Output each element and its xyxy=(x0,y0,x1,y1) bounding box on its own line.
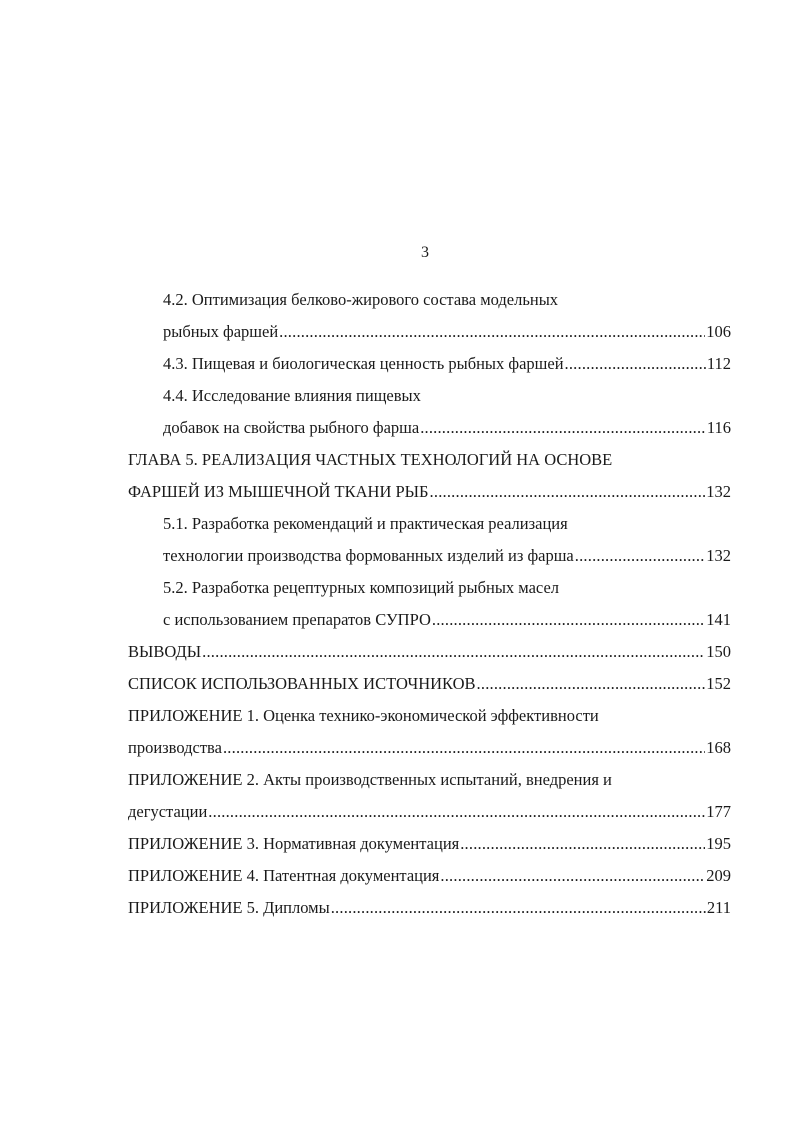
toc-entry-5-1-line1: 5.1. Разработка рекомендаций и практическая реализация xyxy=(163,514,568,533)
toc-page-number: 168 xyxy=(706,738,731,757)
page-number: 3 xyxy=(421,244,429,261)
toc-entry-5-2 xyxy=(163,609,731,631)
toc-appendix-3 xyxy=(128,833,731,855)
toc-page-number: 132 xyxy=(706,482,731,501)
toc-appendix-1-line1: ПРИЛОЖЕНИЕ 1. Оценка технико-экономической эффективности xyxy=(128,706,599,725)
toc-entry-text: ПРИЛОЖЕНИЕ 5. Дипломы xyxy=(128,898,330,917)
dot-leader xyxy=(420,417,706,439)
toc-page-number: 211 xyxy=(706,898,731,917)
toc-page-number: 177 xyxy=(706,802,731,821)
toc-appendix-2 xyxy=(128,801,731,823)
toc-page-number: 106 xyxy=(706,322,731,341)
toc-entry-text: добавок на свойства рыбного фарша xyxy=(163,418,420,437)
toc-conclusions xyxy=(128,641,731,663)
toc-references xyxy=(128,673,731,695)
toc-entry-text: ФАРШЕЙ ИЗ МЫШЕЧНОЙ ТКАНИ РЫБ xyxy=(128,482,429,501)
dot-leader xyxy=(331,897,706,919)
toc-chapter-5 xyxy=(128,481,731,503)
toc-entry-text: с использованием препаратов СУПРО xyxy=(163,610,431,629)
toc-page-number: 141 xyxy=(706,610,731,629)
toc-entry-5-2-line1: 5.2. Разработка рецептурных композиций рыбных масел xyxy=(163,578,560,597)
toc-entry-4-4 xyxy=(163,417,731,439)
toc-entry-text: рыбных фаршей xyxy=(163,322,279,341)
toc-entry-4-3 xyxy=(163,353,731,375)
dot-leader xyxy=(279,321,705,343)
dot-leader xyxy=(575,545,705,567)
toc-appendix-1 xyxy=(128,737,731,759)
dot-leader xyxy=(460,833,705,855)
toc-page-number: 209 xyxy=(706,866,731,885)
dot-leader xyxy=(208,801,705,823)
toc-entry-text: 4.3. Пищевая и биологическая ценность рыбных фаршей xyxy=(163,354,564,373)
toc-entry-5-1 xyxy=(163,545,731,567)
toc-entry-text: ПРИЛОЖЕНИЕ 3. Нормативная документация xyxy=(128,834,460,853)
toc-entry-4-2-line1: 4.2. Оптимизация белково-жирового состава модельных xyxy=(163,290,559,309)
dot-leader xyxy=(430,481,706,503)
toc-entry-text: производства xyxy=(128,738,222,757)
toc-entry-4-2 xyxy=(163,321,731,343)
dot-leader xyxy=(565,353,706,375)
dot-leader xyxy=(223,737,705,759)
toc-page-number: 152 xyxy=(706,674,731,693)
toc-entry-text: дегустации xyxy=(128,802,208,821)
dot-leader xyxy=(202,641,705,663)
toc-page-number: 112 xyxy=(706,354,731,373)
dot-leader xyxy=(440,865,705,887)
toc-entry-text: ВЫВОДЫ xyxy=(128,642,202,661)
toc-entry-text: СПИСОК ИСПОЛЬЗОВАННЫХ ИСТОЧНИКОВ xyxy=(128,674,476,693)
toc-entry-text: технологии производства формованных изделий из фарша xyxy=(163,546,574,565)
toc-appendix-2-line1: ПРИЛОЖЕНИЕ 2. Акты производственных испытаний, внедрения и xyxy=(128,770,612,789)
dot-leader xyxy=(477,673,706,695)
toc-entry-4-4-line1: 4.4. Исследование влияния пищевых xyxy=(163,386,421,405)
toc-chapter-5-line1: ГЛАВА 5. РЕАЛИЗАЦИЯ ЧАСТНЫХ ТЕХНОЛОГИЙ НА ОСНОВЕ xyxy=(128,450,613,469)
toc-entry-text: ПРИЛОЖЕНИЕ 4. Патентная документация xyxy=(128,866,440,885)
toc-appendix-5 xyxy=(128,897,731,919)
toc-page-number: 132 xyxy=(706,546,731,565)
toc-page-number: 195 xyxy=(706,834,731,853)
dot-leader xyxy=(432,609,705,631)
toc-page-number: 150 xyxy=(706,642,731,661)
toc-appendix-4 xyxy=(128,865,731,887)
toc-page-number: 116 xyxy=(706,418,731,437)
